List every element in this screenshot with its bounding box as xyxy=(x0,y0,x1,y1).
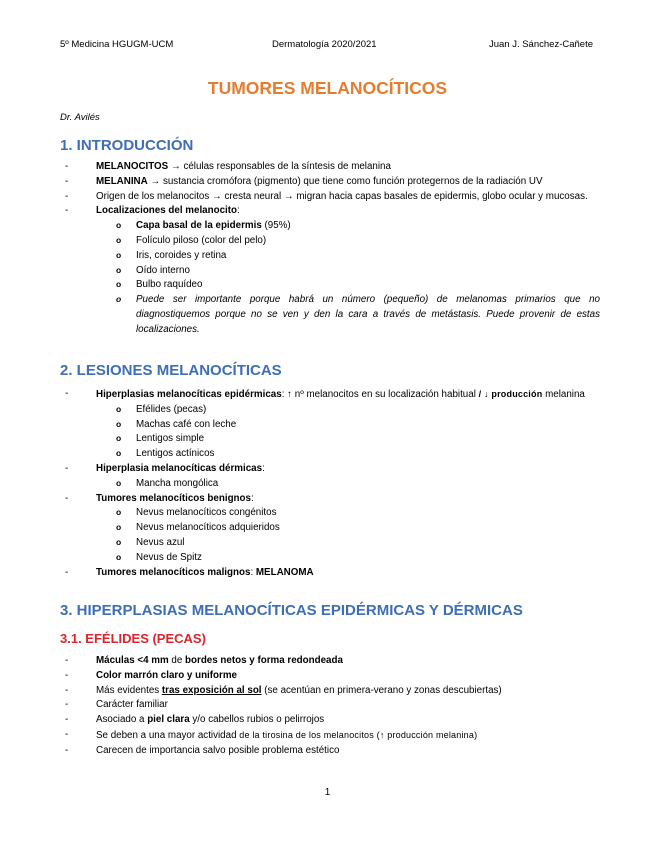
list-item: - Carácter familiar xyxy=(60,698,600,713)
sublist-item: o Folículo piloso (color del pelo) xyxy=(96,234,600,249)
sublist-item: o Puede ser importante porque habrá un número (pequeño) de melanomas primarios que no diagnostiquemos porque no se ven y den la cara a través de metástasis. Puede provenir de estas localizaciones. xyxy=(96,293,600,337)
list-item: - Hiperplasia melanocíticas dérmicas: o Mancha mongólica xyxy=(60,462,600,492)
sublist-item: o Oído interno xyxy=(96,264,600,279)
sublist-item: o Nevus de Spitz xyxy=(96,551,600,566)
list-item: - Carecen de importancia salvo posible problema estético xyxy=(60,744,600,759)
section-3-1-list xyxy=(60,654,600,759)
list-item: - MELANINA → sustancia cromófora (pigmento) que tiene como función protegernos de la radiación UV xyxy=(60,175,600,190)
header-author: Juan J. Sánchez-Cañete xyxy=(488,39,593,50)
header-course: 5º Medicina HGUGM-UCM xyxy=(60,39,174,50)
section-2-heading: 2. LESIONES MELANOCÍTICAS xyxy=(60,362,282,379)
locations-sublist xyxy=(96,219,600,337)
list-item: - Se deben a una mayor actividad de la tirosina de los melanocitos (↑ producción melanina) xyxy=(60,728,600,744)
sublist-item: o Mancha mongólica xyxy=(96,477,600,492)
sublist-item: o Nevus azul xyxy=(96,536,600,551)
sublist-item: o Lentigos simple xyxy=(96,432,600,447)
list-item: - Hiperplasias melanocíticas epidérmicas: ↑ nº melanocitos en su localización habitual / ↓ producción melanina o Efélides (pecas) o Machas café con leche o Lentigos simple o Lentigos actínicos xyxy=(60,387,600,462)
list-item: - Tumores melanocíticos malignos: MELANOMA xyxy=(60,566,600,581)
sublist-item: o Nevus melanocíticos congénitos xyxy=(96,506,600,521)
list-item: - Color marrón claro y uniforme xyxy=(60,669,600,684)
document-title: TUMORES MELANOCÍTICOS xyxy=(207,78,448,98)
sublist-item: o Nevus melanocíticos adquieridos xyxy=(96,521,600,536)
section-1-heading: 1. INTRODUCCIÓN xyxy=(60,137,194,154)
sublist-item: o Iris, coroides y retina xyxy=(96,249,600,264)
list-item: - Origen de los melanocitos → cresta neural → migran hacia capas basales de epidermis, globo ocular y mucosas. xyxy=(60,190,600,205)
benign-sublist xyxy=(96,506,600,565)
epidermal-sublist xyxy=(96,403,600,462)
list-item: - MELANOCITOS → células responsables de la síntesis de melanina xyxy=(60,160,600,175)
header-subject: Dermatología 2020/2021 xyxy=(272,39,377,50)
list-item: - Asociado a piel clara y/o cabellos rubios o pelirrojos xyxy=(60,713,600,728)
list-item: - Localizaciones del melanocito: o Capa basal de la epidermis (95%) o Folículo piloso (color del pelo) o Iris, coroides y retina o Oído interno o Bulbo raquídeo o Puede ser importante porque habrá un número (pequeño) de melanomas primarios que no diagnostiquemos porque no se ven y den la cara a través de metástasis. Puede provenir de estas localizaciones. xyxy=(60,204,600,337)
section-2-list xyxy=(60,387,600,580)
section-1-list xyxy=(60,160,600,338)
list-item: - Más evidentes tras exposición al sol (se acentúan en primera-verano y zonas descubiertas) xyxy=(60,684,600,699)
section-3-heading: 3. HIPERPLASIAS MELANOCÍTICAS EPIDÉRMICAS Y DÉRMICAS xyxy=(60,602,523,619)
sublist-item: o Capa basal de la epidermis (95%) xyxy=(96,219,600,234)
lecturer-name: Dr. Avilés xyxy=(60,112,100,123)
dermal-sublist xyxy=(96,477,600,492)
list-item: - Tumores melanocíticos benignos: o Nevus melanocíticos congénitos o Nevus melanocíticos adquieridos o Nevus azul o Nevus de Spitz xyxy=(60,492,600,566)
sublist-item: o Bulbo raquídeo xyxy=(96,278,600,293)
sublist-item: o Lentigos actínicos xyxy=(96,447,600,462)
page-number: 1 xyxy=(324,787,331,798)
subsection-3-1-heading: 3.1. EFÉLIDES (PECAS) xyxy=(60,631,206,646)
sublist-item: o Machas café con leche xyxy=(96,418,600,433)
list-item: - Máculas <4 mm de bordes netos y forma redondeada xyxy=(60,654,600,669)
sublist-item: o Efélides (pecas) xyxy=(96,403,600,418)
